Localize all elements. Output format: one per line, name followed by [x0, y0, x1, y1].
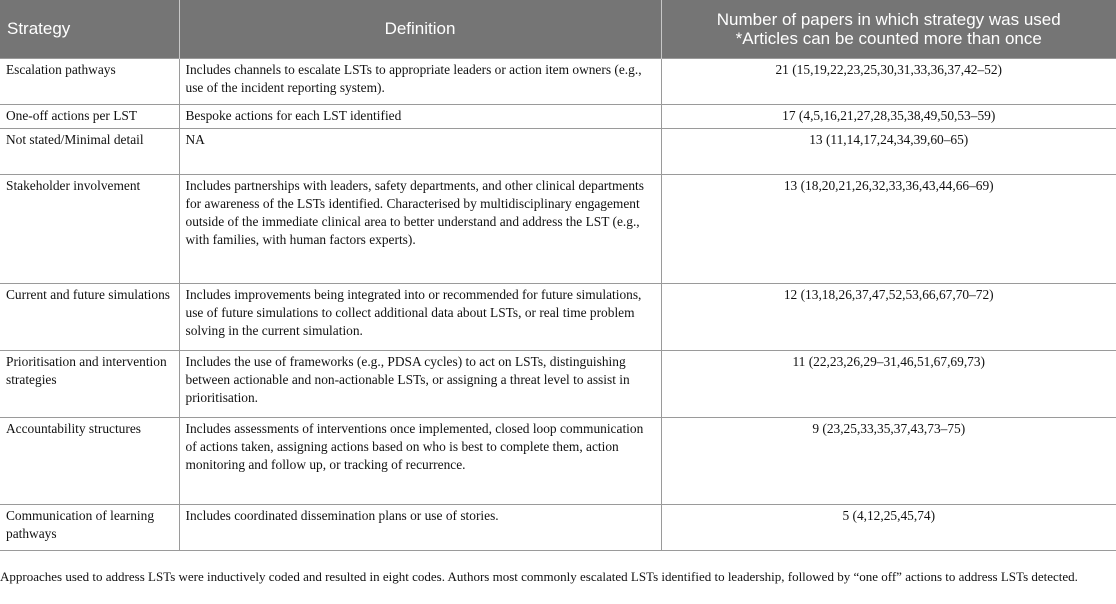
cell-definition: Includes improvements being integrated into or recommended for future simulations, use of future simulations to collect additional data about LSTs, or real time problem solving in the current simulation. — [179, 283, 661, 350]
cell-definition: Includes coordinated dissemination plans or use of stories. — [179, 504, 661, 550]
cell-definition: Includes partnerships with leaders, safety departments, and other clinical departments for awareness of the LSTs identified. Characterised by multidisciplinary engagement outside of the immediate clinical area to better understand and address the LST (e.g., with families, with human factors experts). — [179, 174, 661, 283]
table-row — [0, 128, 1116, 174]
table-row — [0, 104, 1116, 128]
cell-strategy: Communication of learning pathways — [0, 504, 179, 550]
cell-strategy: Not stated/Minimal detail — [0, 128, 179, 174]
cell-definition: Includes channels to escalate LSTs to appropriate leaders or action item owners (e.g., use of the incident reporting system). — [179, 58, 661, 104]
table-row — [0, 58, 1116, 104]
header-papers — [661, 0, 1116, 58]
table-row — [0, 283, 1116, 350]
table-row — [0, 174, 1116, 283]
cell-strategy: Stakeholder involvement — [0, 174, 179, 283]
cell-papers: 21 (15,19,22,23,25,30,31,33,36,37,42–52) — [661, 58, 1116, 104]
cell-strategy: One-off actions per LST — [0, 104, 179, 128]
cell-strategy: Current and future simulations — [0, 283, 179, 350]
cell-definition: Includes the use of frameworks (e.g., PDSA cycles) to act on LSTs, distinguishing between actionable and non-actionable LSTs, or assigning a threat level to assist in prioritisation. — [179, 350, 661, 417]
cell-strategy: Prioritisation and intervention strategies — [0, 350, 179, 417]
table-footnote: Approaches used to address LSTs were inductively coded and resulted in eight codes. Authors most commonly escalated LSTs identified to leadership, followed by “one off” actions to address LSTs detected. — [0, 569, 1078, 584]
cell-strategy: Escalation pathways — [0, 58, 179, 104]
cell-definition: Includes assessments of interventions once implemented, closed loop communication of actions taken, assigning actions based on who is best to complete them, action monitoring and follow up, or tracking of recurrence. — [179, 417, 661, 504]
cell-papers: 9 (23,25,33,35,37,43,73–75) — [661, 417, 1116, 504]
cell-definition: NA — [179, 128, 661, 174]
table-header-row — [0, 0, 1116, 58]
cell-papers: 13 (18,20,21,26,32,33,36,43,44,66–69) — [661, 174, 1116, 283]
cell-papers: 12 (13,18,26,37,47,52,53,66,67,70–72) — [661, 283, 1116, 350]
cell-papers: 5 (4,12,25,45,74) — [661, 504, 1116, 550]
table-row — [0, 350, 1116, 417]
table-row — [0, 417, 1116, 504]
header-definition: Definition — [179, 0, 661, 58]
header-strategy: Strategy — [0, 0, 179, 58]
cell-papers: 13 (11,14,17,24,34,39,60–65) — [661, 128, 1116, 174]
cell-strategy: Accountability structures — [0, 417, 179, 504]
cell-definition: Bespoke actions for each LST identified — [179, 104, 661, 128]
header-papers-line2: *Articles can be counted more than once — [735, 28, 1042, 48]
header-papers-line1: Number of papers in which strategy was used — [716, 9, 1061, 29]
table-row — [0, 504, 1116, 550]
cell-papers: 17 (4,5,16,21,27,28,35,38,49,50,53–59) — [661, 104, 1116, 128]
cell-papers: 11 (22,23,26,29–31,46,51,67,69,73) — [661, 350, 1116, 417]
